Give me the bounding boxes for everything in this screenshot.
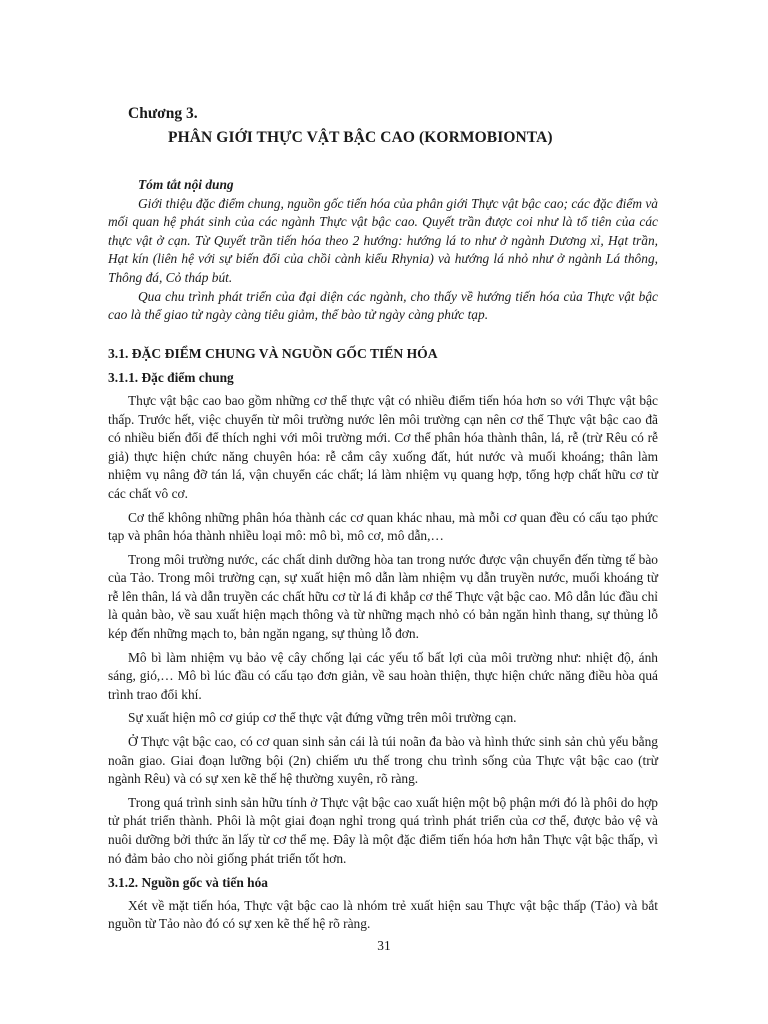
page-number: 31 xyxy=(377,938,391,953)
body-paragraph: Thực vật bậc cao bao gồm những cơ thể thực vật có nhiều điểm tiến hóa hơn so với Thực vật bậc thấp. Trước hết, việc chuyển từ môi trường nước lên môi trường cạn nên cơ thể Thực vật bậc cao đã có nhiều biến đổi để thích nghi với môi trường mới. Cơ thể phân hóa thành thân, lá, rễ (trừ Rêu có rễ giả) thực hiện chức năng chuyên hóa: rễ cắm cây xuống đất, hút nước và muối khoáng; thân làm nhiệm vụ nâng đỡ tán lá, vận chuyển các chất; lá làm nhiệm vụ quang hợp, tổng hợp chất hữu cơ từ các chất vô cơ. xyxy=(108,392,658,501)
body-paragraph: Mô bì làm nhiệm vụ bảo vệ cây chống lại các yếu tố bất lợi của môi trường như: nhiệt độ, ánh sáng, gió,… Mô bì lúc đầu có cấu tạo đơn giản, về sau hoàn thiện, thực hiện chức năng điều hòa quá trình trao đổi khí. xyxy=(108,649,658,702)
summary-heading: Tóm tắt nội dung xyxy=(138,177,234,192)
subsection-3-1-2 xyxy=(108,874,658,934)
subsection-heading: 3.1.1. Đặc điểm chung xyxy=(108,370,234,386)
document-page xyxy=(108,104,658,939)
subsection-3-1-1 xyxy=(108,369,658,868)
body-paragraph: Sự xuất hiện mô cơ giúp cơ thể thực vật đứng vững trên môi trường cạn. xyxy=(128,710,517,726)
chapter-label: Chương 3. xyxy=(128,105,198,122)
body-paragraph: Trong quá trình sinh sản hữu tính ở Thực vật bậc cao xuất hiện một bộ phận mới đó là phôi do hợp tử phát triển thành. Phôi là một giai đoạn nghỉ trong quá trình phát triển của cơ thể, được bảo vệ và nuôi dưỡng bởi thức ăn lấy từ cơ thể mẹ. Đây là một đặc điểm tiến hóa hơn hẳn Thực vật bậc thấp, vì nó đảm bảo cho nòi giống phát triển tốt hơn. xyxy=(108,794,658,866)
body-paragraph: Trong môi trường nước, các chất dinh dưỡng hòa tan trong nước được vận chuyển đến từng tế bào của Tảo. Trong môi trường cạn, sự xuất hiện mô dẫn làm nhiệm vụ dẫn truyền nước, muối khoáng từ rễ lên thân, lá và dẫn truyền các chất hữu cơ từ lá đi khắp cơ thể Thực vật bậc cao. Mô dẫn lúc đầu chỉ là quản bào, về sau xuất hiện mạch thông và từ những mạch nhỏ có bản ngăn hình thang, sự thủng lỗ kép đến những mạch to, bản ngăn ngang, sự thủng lỗ đơn. xyxy=(108,551,658,642)
body-paragraph: Ở Thực vật bậc cao, có cơ quan sinh sản cái là túi noãn đa bào và hình thức sinh sản chủ yếu bằng noãn giao. Giai đoạn lưỡng bội (2n) chiếm ưu thế trong chu trình sống của Thực vật bậc cao (trừ ngành Rêu) và có sự xen kẽ thế hệ thường xuyên, rõ ràng. xyxy=(108,734,658,787)
section-heading: 3.1. ĐẶC ĐIỂM CHUNG VÀ NGUỒN GỐC TIẾN HÓA xyxy=(108,345,438,361)
summary-paragraph: Giới thiệu đặc điểm chung, nguồn gốc tiến hóa của phân giới Thực vật bậc cao; các đặc điểm và mối quan hệ phát sinh của các ngành Thực vật bậc cao. Quyết trần được coi như là tổ tiên của các thực vật ở cạn. Từ Quyết trần tiến hóa theo 2 hướng: hướng lá to như ở ngành Dương xỉ, Hạt trần, Hạt kín (liên hệ với sự biến đổi của chồi cành kiểu Rhynia) và hướng lá nhỏ như ở ngành Lá thông, Thông đá, Cỏ tháp bút. xyxy=(108,195,658,285)
subsection-heading: 3.1.2. Nguồn gốc và tiến hóa xyxy=(108,875,268,891)
body-paragraph: Xét về mặt tiến hóa, Thực vật bậc cao là nhóm trẻ xuất hiện sau Thực vật bậc thấp (Tảo) và bắt nguồn từ Tảo nào đó có sự xen kẽ thế hệ rõ ràng. xyxy=(108,897,658,932)
summary-block xyxy=(108,176,658,325)
summary-paragraph: Qua chu trình phát triển của đại diện các ngành, cho thấy về hướng tiến hóa của Thực vật bậc cao là thể giao tử ngày càng tiêu giảm, thể bào tử ngày càng phức tạp. xyxy=(108,288,658,323)
body-paragraph: Cơ thể không những phân hóa thành các cơ quan khác nhau, mà mỗi cơ quan đều có cấu tạo phức tạp và phân hóa thành nhiều loại mô: mô bì, mô cơ, mô dẫn,… xyxy=(108,509,658,544)
chapter-title: PHÂN GIỚI THỰC VẬT BẬC CAO (KORMOBIONTA) xyxy=(168,129,553,146)
